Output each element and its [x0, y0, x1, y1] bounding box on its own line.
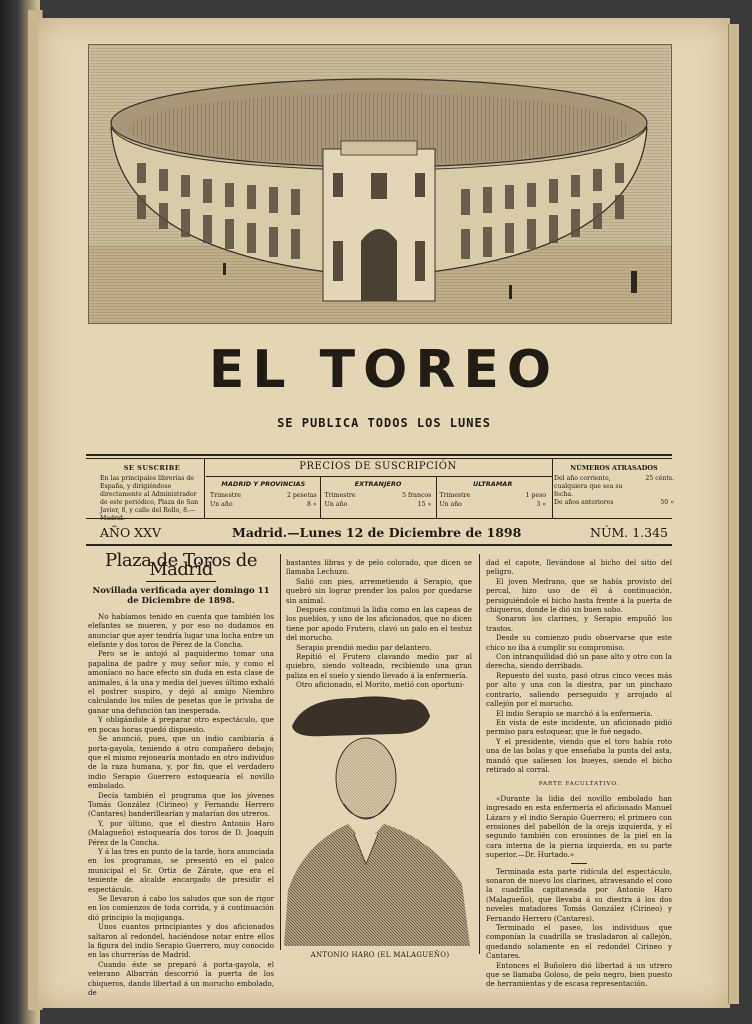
price-term: Trimestre	[439, 492, 471, 499]
article-paragraph: Terminado el paseo, los individuos que componían la cuadrilla se trasladaron al callejón, quedando solamente en el redondel Cirineo y Cantares.	[486, 923, 672, 961]
article-paragraph: Con intranquilidad dió un pase alto y otro con la derecha, siendo derribado.	[486, 652, 672, 671]
price-value: 1 peso	[525, 492, 547, 499]
article-paragraph: Desde su comienzo pudo observarse que este chico no iba á cumplir su compromiso.	[486, 633, 672, 652]
article-paragraph: Se anunció, pues, que un indio cambiaría á porta-gayola, teniendo á otro compañero debajo; que el mismo rejonearía montado en otro individuo de la raza humana, y, por fin, que el verdadero indio Serapio Guerrero estoquearía el novillo embolado.	[88, 734, 274, 791]
article-paragraph: El joven Medrano, que se había provisto del percal, hizo uso de él á continuación, persiguiéndole el bicho hasta frente á la puerta de chiqueros, donde le dió un buen sobo.	[486, 576, 672, 615]
article-paragraph: En vista de este incidente, un aficionado pidió permiso para estoquear, que le fué negado.	[486, 717, 672, 737]
article-paragraph: Después continuó la lidia como en las capeas de los pueblos, y uno de los aficionados, que no dicen tiene por apodo Frutero, clavó un palo en el testuz del morucho.	[286, 605, 472, 643]
article-paragraph: Y á las tres en punto de la tarde, hora anunciada en los programas, se presentó en el palco municipal el Sr. Ortiz de Zárate, que era el teniente de alcalde encargado de presidir el espectáculo.	[88, 846, 274, 894]
article-paragraph: Otro aficionado, el Morito, metió con oportuni-	[296, 680, 465, 690]
back-issues-term: Del año corriente, cualquiera que sea su fecha.	[554, 475, 623, 498]
article-paragraph: Repuesto del susto, pasó otras cinco veces más por alto y una con la diestra, par un pinchazo contrario, saliendo perseguido y arrojado al callejón por el morucho.	[486, 670, 672, 709]
article-column-3	[486, 558, 672, 989]
subscribe-info	[100, 464, 204, 523]
header-rule-bottom	[86, 544, 672, 546]
issue-date: Madrid.—Lunes 12 de Diciembre de 1898	[232, 525, 522, 540]
column-divider-2	[479, 554, 480, 954]
price-term: Trimestre	[210, 492, 241, 499]
price-column-heading: ULTRAMAR	[473, 480, 513, 488]
article-subhead: Novillada verificada ayer domingo 11 de Diciembre de 1898.	[92, 585, 270, 606]
price-column	[321, 478, 436, 511]
price-value: 3 »	[536, 501, 547, 508]
article-headline: Plaza de Toros de Madrid	[105, 550, 257, 581]
issue-number: NÚM. 1.345	[590, 525, 669, 540]
subscription-divider-left	[204, 458, 205, 518]
article-paragraph: Cuando éste se preparó á porta-gayola, el veterano Albarrán descorrió la puerta de los chiqueros, dando libertad á un morucho embolado, de	[88, 959, 274, 998]
price-column-heading: MADRID Y PROVINCIAS	[221, 480, 306, 488]
article-paragraph: El indio Serapio se marchó á la enfermería.	[496, 708, 653, 718]
medical-report-heading: PARTE FACULTATIVO.	[538, 781, 620, 788]
back-issues-heading: NÚMEROS ATRASADOS	[570, 464, 658, 472]
article-paragraph: Y el presidente, viendo que el toro había roto una de las bolas y que enseñaba la punta del asta, mandó que saliesen los bueyes, siendo el bicho retirado al corral.	[486, 736, 672, 774]
header-rule-mid	[86, 518, 672, 519]
article-paragraph: «Durante la lidia del novillo embolado han ingresado en esta enfermería el aficionado Manuel Lázaro y el indio Serapio Guerrero; el primero con erosiones del pabellón de la oreja izquierda, y el segundo también con erosiones de la piel en la cara interna de la pierna izquierda, en su parte superior.—Dr. Hurtado.»	[486, 793, 672, 860]
article-column-2	[286, 558, 472, 690]
article-paragraph: Sonaron los clarines, y Serapio empuñó los trastos.	[486, 614, 672, 633]
article-paragraph: Pero se le antojó al paquidermo tomar una papalina de padre y muy señor mío, y como el amoníaco no hace efecto sin duda en esta clase de animales, á la una y media del jueves último exhaló el postrer suspiro, y dejó al amigo Niembro calculando los miles de pesetas que le privaba de ganar una defunción tan inesperada.	[88, 649, 274, 715]
article-paragraph: Terminada esta parte ridícula del espectáculo, sonaron de nuevo los clarines, atravesando el coso la cuadrilla capitaneada por Antonio Haro (Malagueño), que llevaba á su diestra á los dos noveles matadores Tomás González (Cirineo) y Fernando Herrero (Cantares).	[486, 866, 672, 923]
masthead-title: EL TOREO	[208, 340, 560, 400]
price-table	[206, 478, 550, 511]
article-paragraph: dad el capote, llevándose al bicho del sitio del peligro.	[486, 558, 672, 577]
bullring-engraving	[88, 44, 672, 324]
matador-portrait	[284, 694, 476, 946]
price-term: Trimestre	[324, 492, 356, 499]
header-rule-top-thin	[86, 458, 672, 459]
back-issues-info	[554, 464, 674, 507]
price-value: 2 pesetas	[286, 492, 317, 499]
back-issues-price: 50 »	[660, 499, 674, 506]
header-rule-top	[86, 454, 672, 456]
column-divider-1	[280, 554, 281, 950]
back-issues-price: 25 cénts.	[645, 475, 674, 482]
article-paragraph: No habíamos tenido en cuenta que también los elefantes se mueren, y por eso no dudamos en anunciar que ayer tendría lugar una lucha entre un elefante y dos toros de Pérez de la Concha.	[88, 611, 274, 650]
article-paragraph: Se llevaron á cabo los saludos que son de rigor en los comienzos de toda corrida, y á continuación dió principio la mojiganga.	[88, 894, 274, 922]
subscription-divider-right	[552, 458, 553, 518]
price-term: Un año	[324, 501, 348, 508]
price-column	[206, 478, 321, 511]
article-paragraph: Salió con pies, arremetiendo á Serapio, que quebró sin lograr prender los palos por quedarse sin animal.	[286, 576, 472, 605]
subscribe-text: En las principales librerías de España, y dirigiéndose directamente al Administrador de este periódico, Plaza de San Javier, 8, y calle del Rollo, 8.—	[100, 475, 199, 514]
article-paragraph: Decía también el programa que los jóvenes Tomás González (Cirineo) y Fernando Herrero (Cantares) banderillearían y matarían dos utreros.	[88, 790, 274, 819]
article-paragraph: Repitió el Frutero clavando medio par al quiebro, siendo volteado, recibiendo una gran paliza en el suelo y siendo llevado á la enfermería.	[286, 652, 472, 680]
page-right-edge	[728, 24, 739, 1004]
price-term: Un año	[210, 501, 233, 508]
portrait-caption: ANTONIO HARO (EL MALAGUEÑO)	[310, 951, 450, 959]
price-column-heading: EXTRANJERO	[354, 480, 402, 488]
article-paragraph: bastantes libras y de pelo colorado, que dicen se llamaba Lechuzo.	[286, 558, 472, 577]
article-paragraph: Y, por último, que el diestro Antonio Haro (Malagueño) estoquearía dos toros de D. Joaquín Pérez de la Concha.	[88, 818, 274, 847]
article-paragraph: Y obligándole á preparar otro espectáculo, que en pocas horas quedó dispuesto.	[88, 715, 274, 734]
price-value: 15 »	[417, 501, 432, 508]
prices-rule	[206, 476, 552, 477]
newspaper-page	[38, 18, 730, 1008]
prices-heading: PRECIOS DE SUSCRIPCIÓN	[299, 461, 457, 472]
price-column	[435, 478, 550, 511]
price-value: 5 francos	[402, 492, 432, 499]
article-paragraph: Entonces el Buñolero dió libertad á un utrero que se llamaba Goloso, de pelo negro, bien puesto de herramientas y de escasa representación.	[486, 960, 672, 989]
price-term: Un año	[439, 501, 462, 508]
subscribe-heading: SE SUSCRIBE	[123, 464, 181, 472]
masthead-subtitle: SE PUBLICA TODOS LOS LUNES	[277, 416, 491, 430]
price-value: 8 »	[306, 501, 317, 508]
article-paragraph: Unos cuantos principiantes y dos aficionados saltaron al redondel, haciéndose notar entre ellos la figura del indio Serapio Guerrero, muy conocido en las churrerías de Madrid.	[88, 922, 274, 960]
article-column-1	[88, 550, 274, 997]
back-issues-term: De años anteriores	[554, 499, 614, 506]
volume-year: AÑO XXV	[100, 525, 162, 540]
article-paragraph: Serapio prendió medio par delantero.	[296, 642, 432, 652]
